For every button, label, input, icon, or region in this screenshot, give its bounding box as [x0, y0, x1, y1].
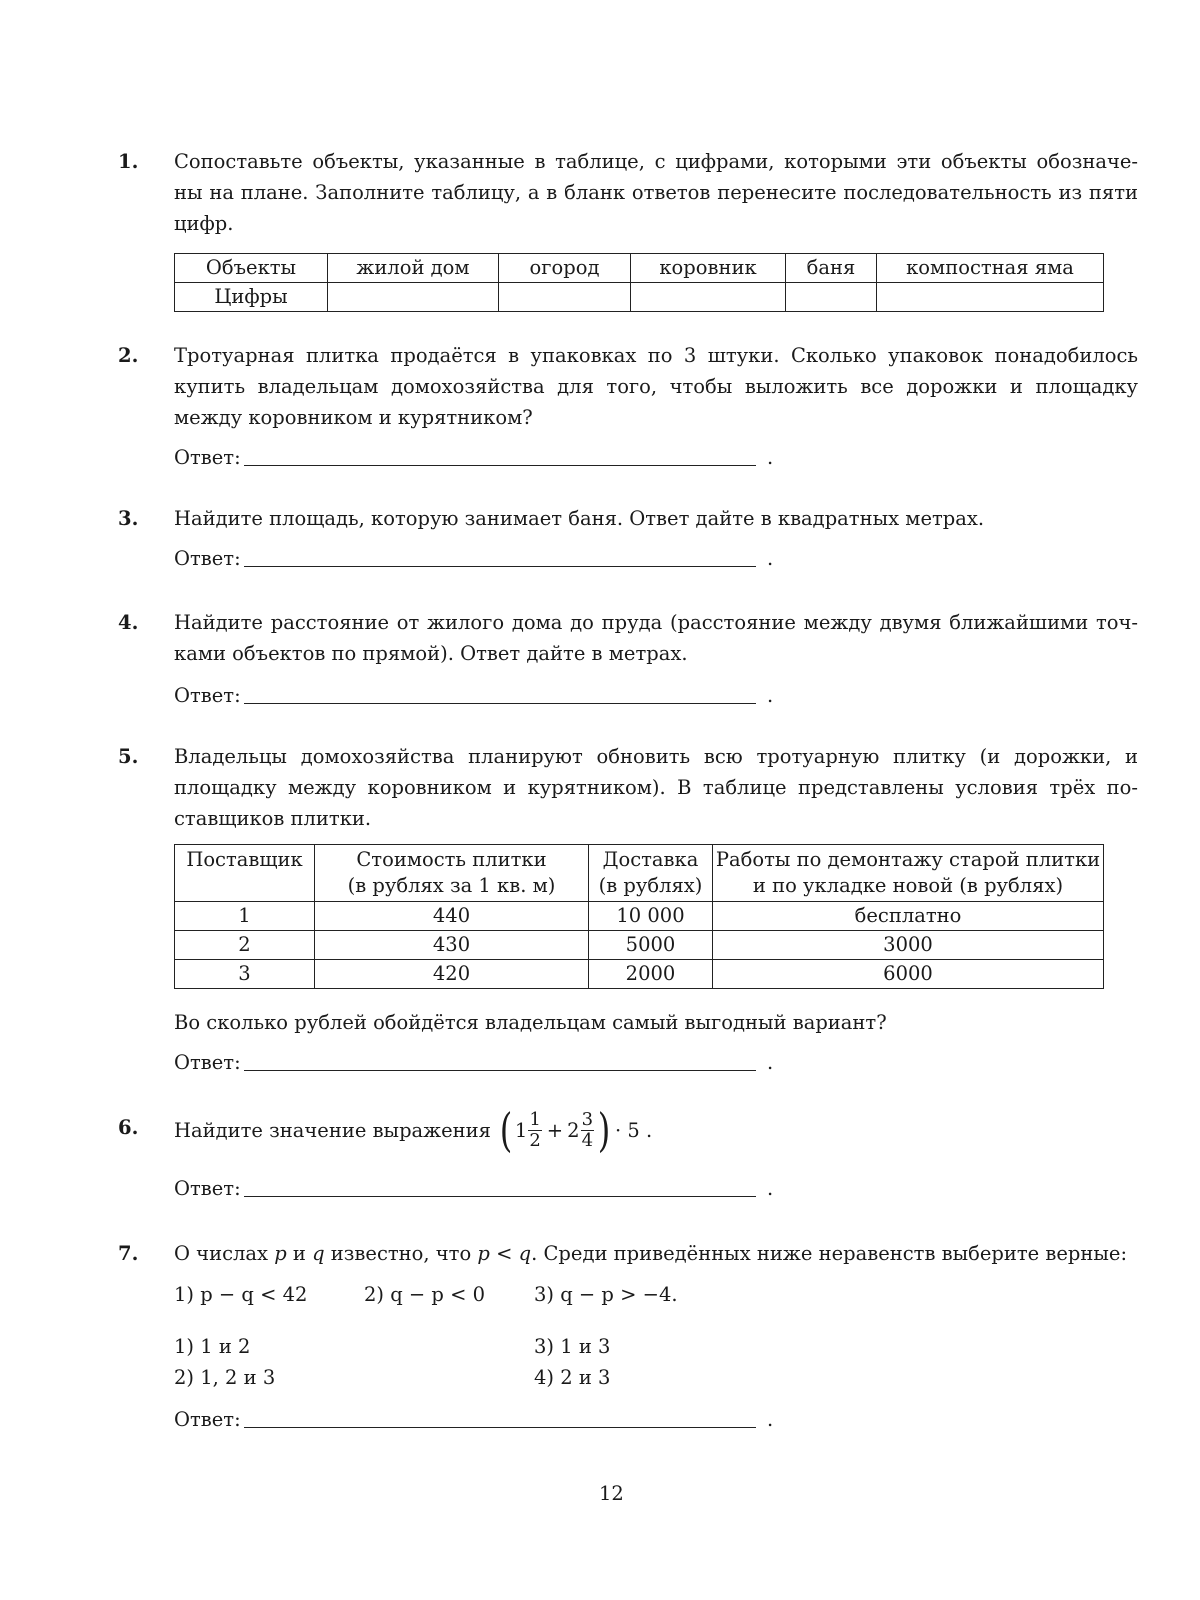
fraction	[528, 1110, 541, 1151]
answer-field[interactable]	[174, 681, 1138, 711]
question-number: 1.	[118, 150, 139, 173]
answer-underline[interactable]	[244, 465, 756, 466]
table-row	[175, 902, 1104, 931]
answer-field[interactable]	[174, 1405, 1138, 1435]
answer-underline[interactable]	[244, 1070, 756, 1071]
variable-q: q	[312, 1242, 325, 1265]
expression-line	[174, 1104, 1138, 1156]
table-cell: 430	[315, 931, 589, 960]
table-cell: 3000	[713, 931, 1104, 960]
answer-label: Ответ:	[174, 547, 241, 570]
answer-dot: .	[767, 1177, 774, 1200]
header-text: и по укладке новой (в рублях)	[752, 874, 1064, 897]
inequality-option: 1) p − q < 42	[174, 1283, 308, 1306]
question-5	[118, 741, 1138, 1078]
answer-dot: .	[767, 1051, 774, 1074]
question-text-line: купить владельцам домохозяйства для того, чтобы выложить все дорожки и площадку	[174, 375, 1138, 398]
question-text-line: между коровником и курятником?	[174, 406, 533, 429]
question-number: 2.	[118, 344, 139, 367]
table-header-cell	[589, 845, 713, 902]
question-text-line: Во сколько рублей обойдётся владельцам самый выгодный вариант?	[174, 1011, 887, 1034]
question-7	[118, 1238, 1138, 1435]
expression-tail: · 5 .	[614, 1118, 653, 1142]
header-text: Стоимость плитки	[356, 848, 547, 871]
table-cell: 1	[175, 902, 315, 931]
whole-part: 2	[567, 1118, 580, 1142]
table-cell: 10 000	[589, 902, 713, 931]
header-spacer	[175, 873, 314, 899]
inequality-option: 2) q − p < 0	[364, 1283, 486, 1306]
answer-label: Ответ:	[174, 1177, 241, 1200]
denominator: 2	[529, 1129, 541, 1151]
question-text: Найдите значение выражения	[174, 1118, 491, 1142]
header-text: Доставка	[602, 848, 699, 871]
left-paren: (	[499, 1103, 513, 1157]
variable-p: p	[274, 1242, 287, 1265]
right-paren: )	[597, 1103, 611, 1157]
answer-underline[interactable]	[244, 703, 756, 704]
answer-label: Ответ:	[174, 446, 241, 469]
table-cell: Объекты	[175, 254, 328, 283]
answer-dot: .	[767, 1408, 774, 1431]
table-row	[175, 960, 1104, 989]
text-fragment: О числах	[174, 1242, 275, 1265]
table-cell: 440	[315, 902, 589, 931]
choices-row	[174, 1331, 1138, 1362]
answer-cell[interactable]	[499, 283, 631, 312]
answer-choice[interactable]: 2) 1, 2 и 3	[174, 1366, 276, 1389]
table-cell: жилой дом	[328, 254, 499, 283]
table-cell: компостная яма	[877, 254, 1104, 283]
question-text-line: Тротуарная плитка продаётся в упаковках по 3 штуки. Сколько упаковок понадобилось	[174, 344, 1138, 367]
header-text: Поставщик	[186, 848, 303, 871]
answer-choice[interactable]: 1) 1 и 2	[174, 1335, 251, 1358]
question-text-line: ками объектов по прямой). Ответ дайте в метрах.	[174, 642, 688, 665]
table-cell: коровник	[631, 254, 786, 283]
question-number: 6.	[118, 1116, 139, 1139]
answer-cell[interactable]	[631, 283, 786, 312]
answer-field[interactable]	[174, 443, 1138, 473]
table-cell: Цифры	[175, 283, 328, 312]
answer-field[interactable]	[174, 544, 1138, 574]
text-fragment: . Среди приведённых ниже неравенств выберите верные:	[531, 1242, 1128, 1265]
question-3	[118, 503, 1138, 574]
question-4	[118, 607, 1138, 711]
table-header-cell	[175, 845, 315, 902]
table-cell: 2000	[589, 960, 713, 989]
answer-cell[interactable]	[877, 283, 1104, 312]
question-text-line	[174, 1238, 1138, 1269]
question-text-line: ны на плане. Заполните таблицу, а в бланк ответов перенесите последовательность из пяти	[174, 181, 1138, 204]
question-number: 4.	[118, 611, 139, 634]
answer-dot: .	[767, 446, 774, 469]
question-1	[118, 146, 1138, 312]
answer-cell[interactable]	[786, 283, 877, 312]
answer-choice[interactable]: 4) 2 и 3	[534, 1366, 611, 1389]
answer-cell[interactable]	[328, 283, 499, 312]
table-cell: 5000	[589, 931, 713, 960]
choices-row	[174, 1362, 1138, 1393]
table-cell: 2	[175, 931, 315, 960]
numerator: 1	[529, 1108, 541, 1130]
header-text: (в рублях за 1 кв. м)	[347, 874, 556, 897]
text-fragment: и	[286, 1242, 313, 1265]
fraction	[581, 1110, 594, 1151]
answer-underline[interactable]	[244, 566, 756, 567]
answer-label: Ответ:	[174, 1051, 241, 1074]
math-expression	[497, 1103, 653, 1157]
question-text-line: цифр.	[174, 212, 234, 235]
table-row	[175, 931, 1104, 960]
suppliers-table	[174, 844, 1104, 989]
condition: p < q	[477, 1242, 532, 1265]
inequalities-row	[174, 1279, 1138, 1310]
whole-part: 1	[514, 1118, 528, 1142]
answer-field[interactable]	[174, 1174, 1138, 1204]
header-text: (в рублях)	[598, 874, 703, 897]
table-cell: 6000	[713, 960, 1104, 989]
table-cell: 420	[315, 960, 589, 989]
objects-table	[174, 253, 1104, 312]
table-cell: огород	[499, 254, 631, 283]
table-header-cell	[713, 845, 1104, 902]
answer-label: Ответ:	[174, 1408, 241, 1431]
question-number: 5.	[118, 745, 139, 768]
table-row	[175, 254, 1104, 283]
numerator: 3	[581, 1108, 594, 1130]
answer-dot: .	[767, 547, 774, 570]
question-text-line: Сопоставьте объекты, указанные в таблице, с цифрами, которыми эти объекты обозначе-	[174, 150, 1138, 173]
question-text-line: площадку между коровником и курятником). В таблице представлены условия трёх по-	[174, 776, 1138, 799]
table-cell: бесплатно	[713, 902, 1104, 931]
question-number: 7.	[118, 1242, 139, 1265]
table-row	[175, 283, 1104, 312]
text-fragment: известно, что	[324, 1242, 478, 1265]
header-text: Работы по демонтажу старой плитки	[715, 848, 1101, 871]
answer-underline[interactable]	[244, 1427, 756, 1428]
answer-field[interactable]	[174, 1048, 1138, 1078]
inequality-option: 3) q − p > −4.	[534, 1283, 678, 1306]
table-header-cell	[315, 845, 589, 902]
question-text-line: Владельцы домохозяйства планируют обновить всю тротуарную плитку (и дорожки, и	[174, 745, 1138, 768]
answer-dot: .	[767, 684, 774, 707]
answer-label: Ответ:	[174, 684, 241, 707]
question-text-line: Найдите площадь, которую занимает баня. Ответ дайте в квадратных метрах.	[174, 507, 985, 530]
question-6	[118, 1104, 1138, 1204]
question-text-line: Найдите расстояние от жилого дома до пруда (расстояние между двумя ближайшими точ-	[174, 611, 1138, 634]
answer-choice[interactable]: 3) 1 и 3	[534, 1335, 611, 1358]
question-text-line: ставщиков плитки.	[174, 807, 372, 830]
table-header-row	[175, 845, 1104, 902]
plus-sign: +	[546, 1118, 564, 1142]
denominator: 4	[581, 1129, 594, 1151]
table-cell: баня	[786, 254, 877, 283]
question-number: 3.	[118, 507, 139, 530]
table-cell: 3	[175, 960, 315, 989]
page-number-text: 12	[599, 1482, 624, 1505]
answer-underline[interactable]	[244, 1196, 756, 1197]
question-2	[118, 340, 1138, 473]
